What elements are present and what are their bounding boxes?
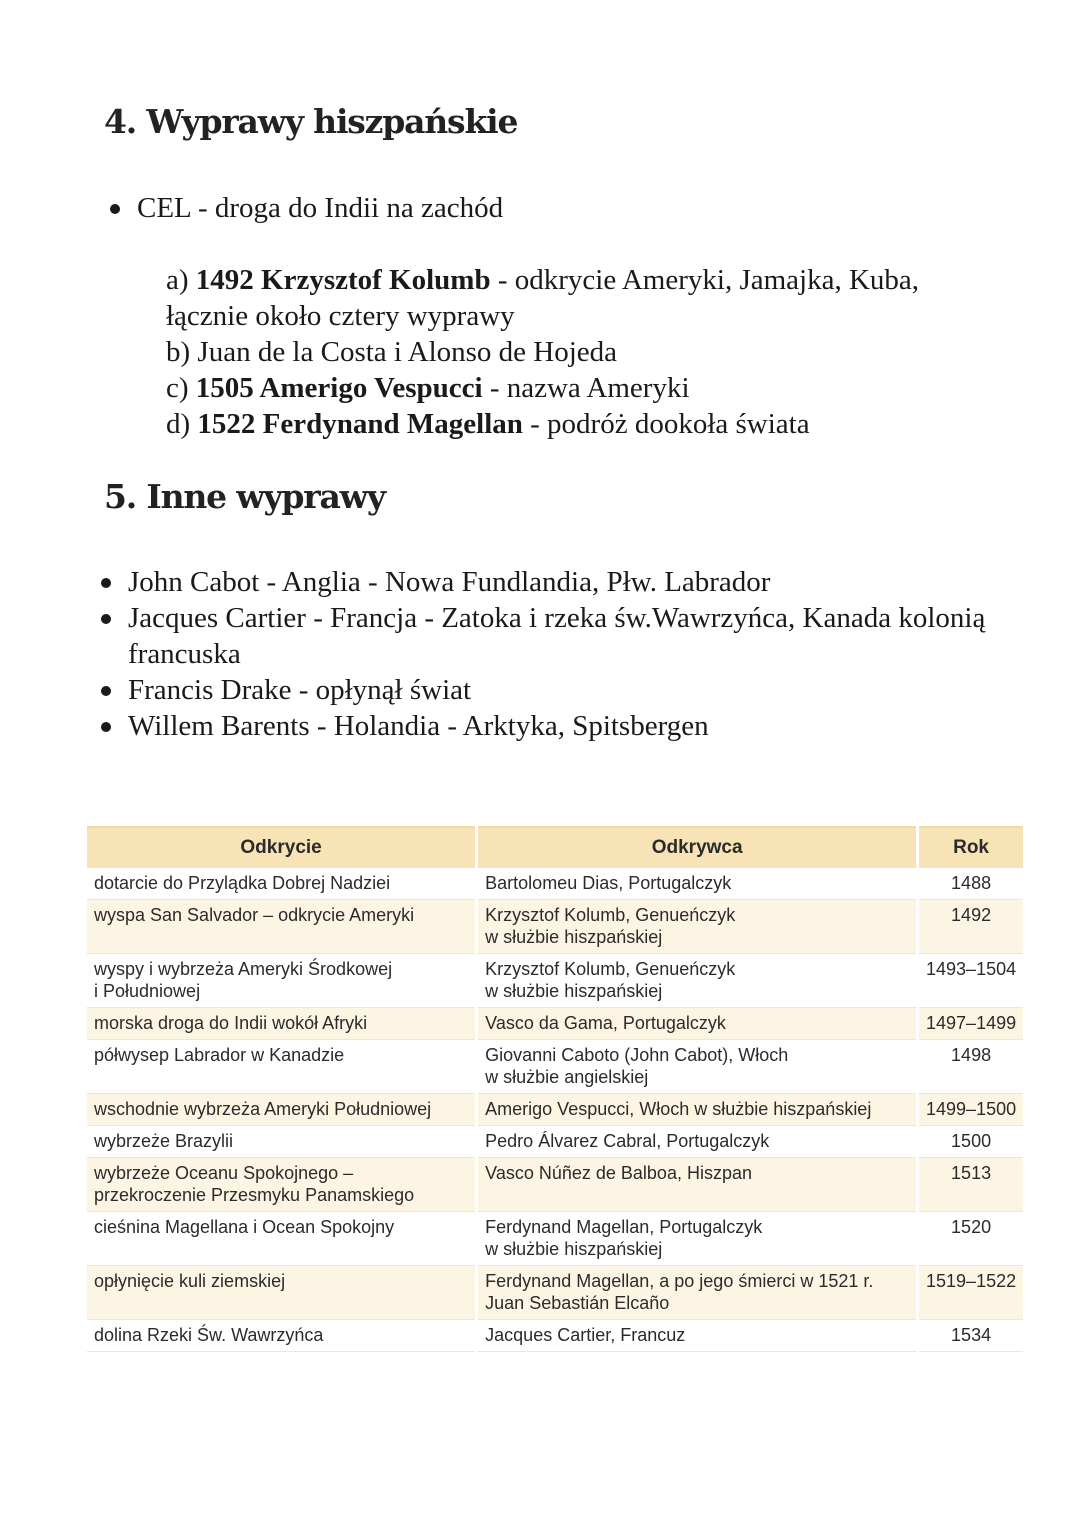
list-item (128, 672, 988, 708)
item-text: John Cabot - Anglia - Nowa Fundlandia, Płw. Labrador (128, 566, 771, 598)
item-prefix: c) (166, 372, 196, 404)
cell-year: 1497–1499 (918, 1008, 1023, 1040)
header-discovery: Odkrycie (87, 827, 477, 868)
item-rest: - odkrycie Ameryki, Jamajka, Kuba, łącznie około cztery wyprawy (166, 264, 920, 332)
cell-discoverer: Vasco da Gama, Portugalczyk (477, 1008, 918, 1040)
bullet-icon (101, 686, 111, 696)
cell-year: 1534 (918, 1320, 1023, 1352)
bullet-icon (101, 578, 111, 588)
list-item (128, 708, 988, 744)
cell-discovery: cieśnina Magellana i Ocean Spokojny (87, 1212, 477, 1266)
bullet-icon (110, 204, 120, 214)
bullet-icon (101, 722, 111, 732)
cell-discovery: wyspy i wybrzeża Ameryki Środkowej i Południowej (87, 954, 477, 1008)
other-expeditions-list (128, 564, 988, 744)
table-body (87, 868, 1023, 1352)
cell-discovery: wschodnie wybrzeża Ameryki Południowej (87, 1094, 477, 1126)
cell-discovery: wyspa San Salvador – odkrycie Ameryki (87, 900, 477, 954)
spanish-expeditions-list (166, 262, 1006, 442)
item-bold: 1492 Krzysztof Kolumb (195, 264, 491, 296)
cell-discovery: opłynięcie kuli ziemskiej (87, 1266, 477, 1320)
item-text: Francis Drake - opłynął świat (128, 674, 472, 706)
item-bold: 1505 Amerigo Vespucci (195, 372, 483, 404)
cell-discoverer: Ferdynand Magellan, a po jego śmierci w 1521 r. Juan Sebastián Elcaño (477, 1266, 918, 1320)
item-bold: 1522 Ferdynand Magellan (197, 408, 523, 440)
item-prefix: a) (166, 264, 196, 296)
cell-year: 1492 (918, 900, 1023, 954)
cell-discoverer: Amerigo Vespucci, Włoch w służbie hiszpańskiej (477, 1094, 918, 1126)
list-item (128, 564, 988, 600)
table-row (87, 900, 1023, 954)
cell-discoverer: Pedro Álvarez Cabral, Portugalczyk (477, 1126, 918, 1158)
cell-discovery: wybrzeże Brazylii (87, 1126, 477, 1158)
list-item (128, 600, 988, 672)
item-text: Jacques Cartier - Francja - Zatoka i rzeka św.Wawrzyńca, Kanada kolonią francuska (128, 602, 986, 670)
cell-year: 1498 (918, 1040, 1023, 1094)
goal-item (137, 190, 503, 226)
table-row (87, 1008, 1023, 1040)
cell-year: 1493–1504 (918, 954, 1023, 1008)
list-item (166, 334, 1006, 370)
table-header-row (87, 827, 1023, 868)
item-rest: - podróż dookoła świata (522, 408, 810, 440)
cell-discoverer: Ferdynand Magellan, Portugalczyk w służbie hiszpańskiej (477, 1212, 918, 1266)
section-5-heading: 5. Inne wyprawy (104, 477, 385, 516)
discoveries-table (87, 826, 1023, 1352)
cell-year: 1499–1500 (918, 1094, 1023, 1126)
cell-discoverer: Krzysztof Kolumb, Genueńczyk w służbie hiszpańskiej (477, 954, 918, 1008)
item-prefix: b) Juan de la Costa i Alonso de Hojeda (166, 336, 618, 368)
cell-discovery: dolina Rzeki Św. Wawrzyńca (87, 1320, 477, 1352)
bullet-icon (101, 614, 111, 624)
table-row (87, 1320, 1023, 1352)
cell-discoverer: Vasco Núñez de Balboa, Hiszpan (477, 1158, 918, 1212)
table-row (87, 1158, 1023, 1212)
cell-discoverer: Giovanni Caboto (John Cabot), Włoch w służbie angielskiej (477, 1040, 918, 1094)
table-row (87, 1212, 1023, 1266)
cell-discoverer: Bartolomeu Dias, Portugalczyk (477, 868, 918, 900)
table-row (87, 1094, 1023, 1126)
table-row (87, 954, 1023, 1008)
table-row (87, 868, 1023, 900)
cell-year: 1500 (918, 1126, 1023, 1158)
cell-discoverer: Krzysztof Kolumb, Genueńczyk w służbie hiszpańskiej (477, 900, 918, 954)
item-text: Willem Barents - Holandia - Arktyka, Spitsbergen (128, 710, 709, 742)
table-row (87, 1126, 1023, 1158)
header-discoverer: Odkrywca (477, 827, 918, 868)
cell-discovery: dotarcie do Przylądka Dobrej Nadziei (87, 868, 477, 900)
table-row (87, 1040, 1023, 1094)
list-item (166, 262, 1006, 334)
cell-discovery: półwysep Labrador w Kanadzie (87, 1040, 477, 1094)
list-item (166, 406, 1006, 442)
cell-year: 1488 (918, 868, 1023, 900)
item-rest: - nazwa Ameryki (482, 372, 690, 404)
cell-year: 1520 (918, 1212, 1023, 1266)
list-item (166, 370, 1006, 406)
cell-discoverer: Jacques Cartier, Francuz (477, 1320, 918, 1352)
goal-list (137, 190, 503, 226)
table-row (87, 1266, 1023, 1320)
item-prefix: d) (166, 408, 198, 440)
cell-discovery: morska droga do Indii wokół Afryki (87, 1008, 477, 1040)
section-4-heading: 4. Wyprawy hiszpańskie (104, 102, 518, 141)
header-year: Rok (918, 827, 1023, 868)
goal-text: CEL - droga do Indii na zachód (137, 192, 504, 224)
cell-year: 1513 (918, 1158, 1023, 1212)
cell-year: 1519–1522 (918, 1266, 1023, 1320)
cell-discovery: wybrzeże Oceanu Spokojnego – przekroczenie Przesmyku Panamskiego (87, 1158, 477, 1212)
